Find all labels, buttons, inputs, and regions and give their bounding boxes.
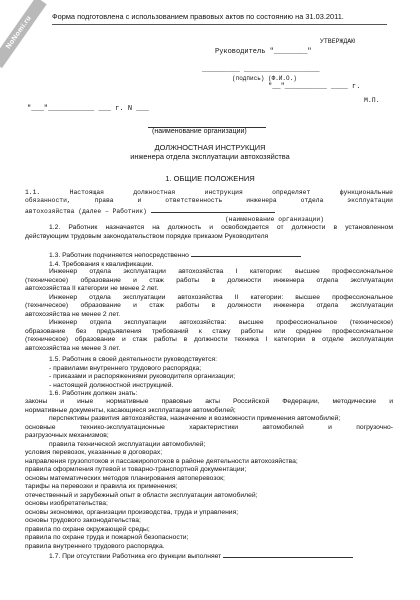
- clause-1-2: [25, 224, 393, 241]
- qualification-line: образование без предъявления требований к стажу работы или среднее профессиональное: [25, 327, 393, 335]
- list-item: направления грузопотоков и пассажиропотоков в районе деятельности автохозяйства;: [25, 457, 298, 465]
- clause-1-1: [25, 189, 393, 224]
- list-item: правила технической эксплуатации автомобилей;: [49, 440, 206, 448]
- clause-1-1-line: 1.1. Настоящая должностная инструкция определяет функциональные: [25, 189, 393, 196]
- list-item: тарифы на перевозки и правила их применения;: [25, 483, 178, 490]
- approve-label: УТВЕРЖДАЮ: [320, 38, 356, 45]
- list-item: основы трудового законодательства;: [25, 517, 141, 524]
- clauses-1-3-1-4: [25, 250, 393, 269]
- clause-1-4: 1.4. Требования к квалификации.: [49, 260, 154, 268]
- list-item: разгрузочных механизмов;: [25, 432, 109, 439]
- clause-1-1-caption: (наименование организации): [225, 215, 324, 223]
- section-heading: 1. ОБЩИЕ ПОЛОЖЕНИЯ: [165, 174, 255, 183]
- form-header-note: Форма подготовлена с использованием правовых актов по состоянию на 31.03.2011.: [52, 10, 387, 25]
- qualification-line: Инженер отдела эксплуатации автохозяйства I категории: высшее профессиональное: [49, 268, 393, 275]
- list-item: правила оформления путевой и товарно-транспортной документации;: [25, 466, 247, 473]
- clause-1-6-heading: 1.6. Работник должен знать:: [49, 390, 138, 397]
- qualification-line: Инженер отдела эксплуатации автохозяйства II категории: высшее профессиональное: [49, 293, 393, 301]
- document-subtitle: инженера отдела эксплуатации автохозяйства: [130, 152, 290, 161]
- list-item: - правилами внутреннего трудового распорядка;: [49, 364, 202, 372]
- list-item: основы экономики, организации производства, труда и управления;: [25, 508, 239, 516]
- qualification-line: (техническое) образование и стаж работы в должности техника I категории в отделе эксплуатации: [25, 336, 393, 343]
- clause-1-5: [25, 356, 393, 399]
- list-item: - настоящей должностной инструкцией.: [49, 381, 174, 389]
- approve-date-line: "__"__________ ____ г.: [268, 83, 361, 91]
- list-item: правила по охране окружающей среды;: [25, 525, 150, 533]
- qualification-line: автохозяйства не менее 2 лет.: [25, 310, 121, 318]
- approve-head-line: Руководитель "________": [215, 48, 312, 56]
- document-title: ДОЛЖНОСТНАЯ ИНСТРУКЦИЯ: [154, 143, 266, 152]
- list-item: основы изобретательства;: [25, 500, 108, 507]
- qualification-list: [25, 268, 393, 353]
- watermark-text: NoNomi.ru: [5, 14, 33, 51]
- watermark-logo: [0, 8, 42, 68]
- list-item: нормативные документы, касающиеся эксплуатации автомобилей;: [25, 406, 236, 414]
- qualification-line: автохозяйства II категории не менее 2 лет.: [25, 285, 159, 292]
- list-item: законы и иные нормативные правовые акты Российской Федерации, методические и: [25, 398, 393, 405]
- list-item: перспективы развития автохозяйства, назначение и возможности применения автомобилей;: [49, 415, 341, 422]
- clause-1-3: 1.3. Работник подчиняется непосредственно: [25, 250, 393, 261]
- qualification-line: (техническое) образование и стаж работы в должности инженера отдела эксплуатации: [25, 302, 393, 309]
- list-item: условия перевозок, указанные в договорах;: [25, 449, 163, 456]
- document-number-line: "___"___________ ___ г. N ___: [27, 105, 149, 113]
- knowledge-list: [25, 398, 393, 562]
- clause-1-2-line: действующим трудовым законодательством порядке приказом Руководителя: [25, 232, 269, 240]
- stamp-place-label: М.П.: [364, 97, 380, 104]
- list-item: основные технико-эксплуатационные характеристики автомобилей и погрузочно-: [25, 423, 393, 431]
- qualification-line: автохозяйства не менее 3 лет.: [25, 344, 121, 352]
- clause-1-1-line: обязанности, права и ответственность инженера отдела эксплуатации: [25, 197, 393, 205]
- list-item: основы математических методов планирования автоперевозок;: [25, 474, 225, 482]
- qualification-line: Инженер отдела эксплуатации автохозяйства: высшее профессиональное (техническое): [49, 319, 393, 326]
- list-item: отечественный и зарубежный опыт в области эксплуатации автомобилей;: [25, 491, 258, 499]
- list-item: правила по охране труда и пожарной безопасности;: [25, 534, 189, 541]
- approve-signature-caption: (подпись) (Ф.И.О.): [232, 75, 297, 82]
- clause-1-2-line: 1.2. Работник назначается на должность и освобождается от должности в установленном: [49, 224, 393, 231]
- org-caption: (наименование организации): [152, 128, 247, 135]
- clause-1-1-line: автохозяйства (далее – Работник): [25, 206, 393, 216]
- list-item: правила внутреннего трудового распорядка.: [25, 542, 165, 550]
- list-item: - приказами и распоряжениями руководителя организации;: [49, 373, 236, 380]
- clause-1-5-heading: 1.5. Работник в своей деятельности руководствуется:: [49, 356, 218, 363]
- qualification-line: (техническое) образование и стаж работы в должности инженера отдела эксплуатации: [25, 276, 393, 284]
- clause-1-7: 1.7. При отсутствии Работника его функции выполняет: [25, 551, 393, 562]
- approve-name-line: _________ __________________: [202, 66, 320, 74]
